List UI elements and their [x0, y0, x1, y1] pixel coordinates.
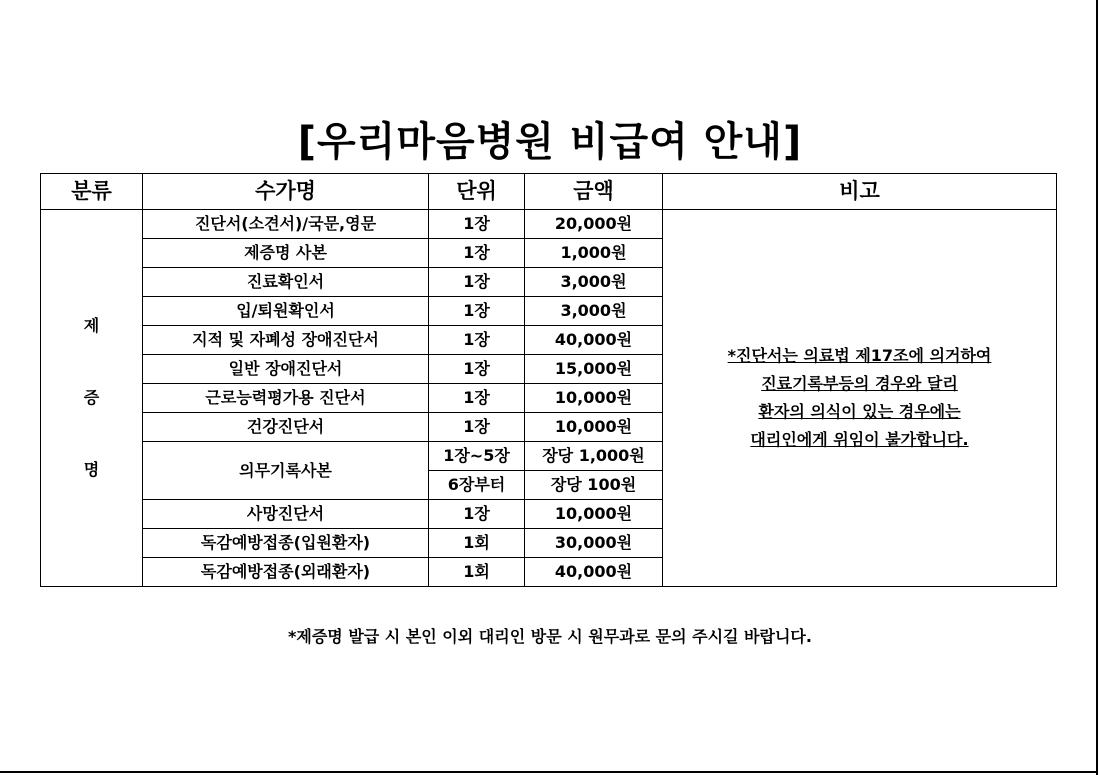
fee-price: 장당 1,000원	[525, 442, 663, 471]
fee-name: 독감예방접종(외래환자)	[143, 558, 429, 587]
fee-unit: 1장	[429, 413, 525, 442]
fee-unit: 1장	[429, 210, 525, 239]
fee-unit: 1장	[429, 239, 525, 268]
fee-name: 의무기록사본	[143, 442, 429, 500]
fee-name: 건강진단서	[143, 413, 429, 442]
fee-name: 제증명 사본	[143, 239, 429, 268]
fee-price: 20,000원	[525, 210, 663, 239]
header-category: 분류	[41, 174, 143, 210]
fee-unit: 1장	[429, 297, 525, 326]
fee-price: 10,000원	[525, 413, 663, 442]
fee-price: 장당 100원	[525, 471, 663, 500]
page-title: [우리마음병원 비급여 안내]	[297, 119, 803, 165]
fee-unit: 1장	[429, 355, 525, 384]
fee-price: 1,000원	[525, 239, 663, 268]
fee-table	[40, 173, 1057, 587]
fee-name: 독감예방접종(입원환자)	[143, 529, 429, 558]
header-name: 수가명	[143, 174, 429, 210]
fee-name: 지적 및 자폐성 장애진단서	[143, 326, 429, 355]
category-char: 제	[83, 316, 100, 335]
fee-unit: 1장	[429, 268, 525, 297]
fee-name: 일반 장애진단서	[143, 355, 429, 384]
header-unit: 단위	[429, 174, 525, 210]
fee-name: 입/퇴원확인서	[143, 297, 429, 326]
category-char: 증	[83, 388, 100, 407]
fee-name: 근로능력평가용 진단서	[143, 384, 429, 413]
category-char: 명	[83, 460, 100, 479]
fee-price: 3,000원	[525, 268, 663, 297]
table-row	[41, 210, 1057, 239]
remark-line: 대리인에게 위임이 불가합니다.	[750, 430, 969, 449]
fee-unit: 1회	[429, 529, 525, 558]
remark-cell	[663, 210, 1057, 587]
footer-note: *제증명 발급 시 본인 이외 대리인 방문 시 원무과로 문의 주시길 바랍니다.	[288, 627, 812, 646]
fee-price: 10,000원	[525, 384, 663, 413]
header-price: 금액	[525, 174, 663, 210]
fee-unit: 6장부터	[429, 471, 525, 500]
remark-line: 진료기록부등의 경우와 달리	[761, 374, 958, 393]
category-cell	[41, 210, 143, 587]
fee-price: 10,000원	[525, 500, 663, 529]
fee-unit: 1회	[429, 558, 525, 587]
page-border-bottom	[0, 771, 1098, 773]
fee-price: 40,000원	[525, 558, 663, 587]
fee-price: 40,000원	[525, 326, 663, 355]
fee-name: 진단서(소견서)/국문,영문	[143, 210, 429, 239]
fee-price: 30,000원	[525, 529, 663, 558]
fee-price: 3,000원	[525, 297, 663, 326]
table-header-row	[41, 174, 1057, 210]
remark-line: 환자의 의식이 있는 경우에는	[758, 402, 961, 421]
fee-unit: 1장	[429, 500, 525, 529]
header-remark: 비고	[663, 174, 1057, 210]
fee-price: 15,000원	[525, 355, 663, 384]
fee-name: 진료확인서	[143, 268, 429, 297]
fee-unit: 1장~5장	[429, 442, 525, 471]
fee-unit: 1장	[429, 326, 525, 355]
remark-line: *진단서는 의료법 제17조에 의거하여	[727, 346, 992, 365]
fee-name: 사망진단서	[143, 500, 429, 529]
fee-unit: 1장	[429, 384, 525, 413]
